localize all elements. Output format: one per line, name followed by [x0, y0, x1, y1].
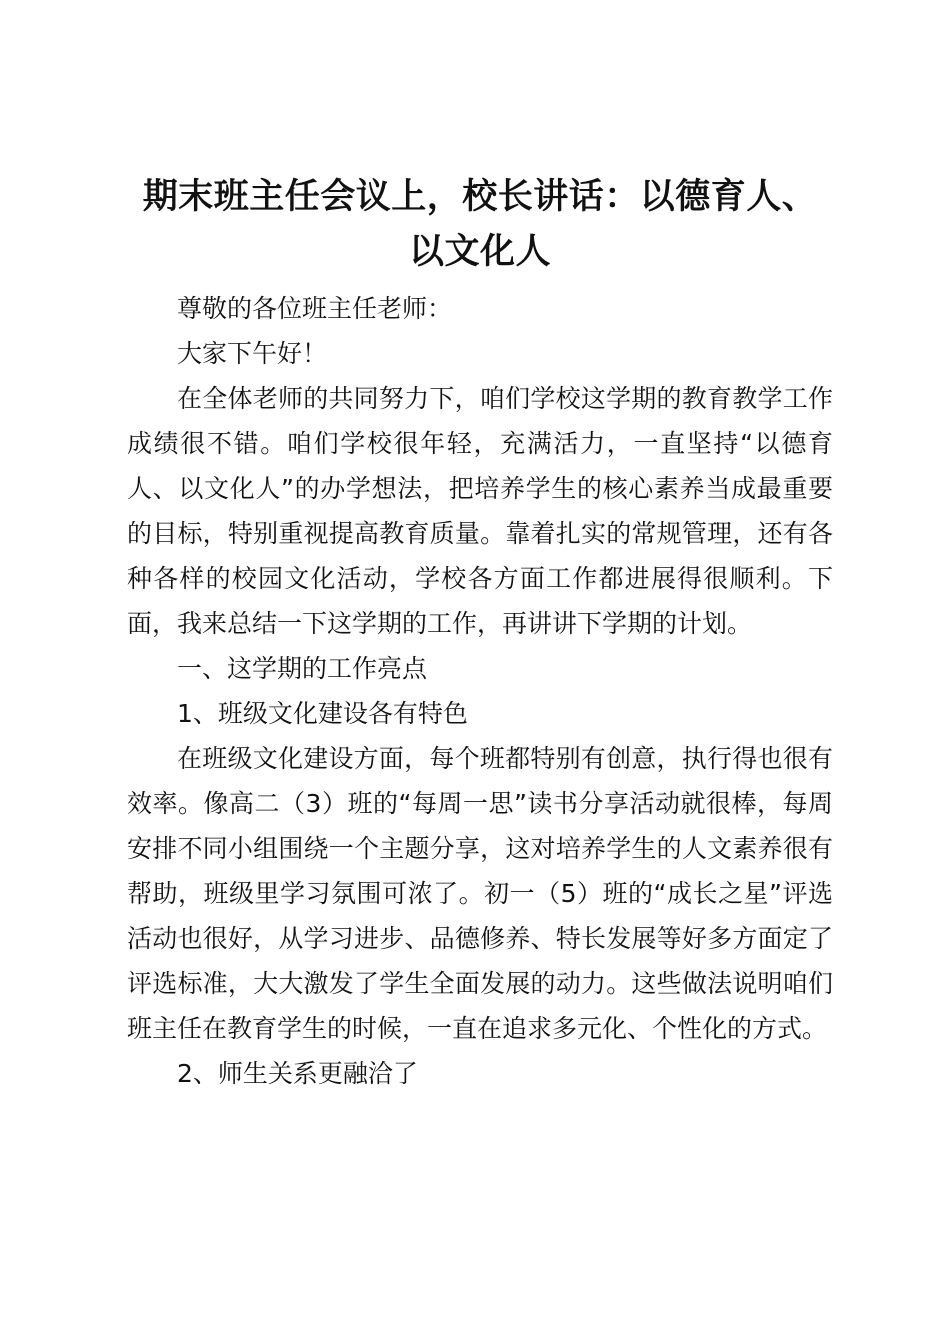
subsection-heading-2: 2、师生关系更融洽了: [177, 1059, 418, 1088]
subsection-heading-1: 1、班级文化建设各有特色: [177, 699, 468, 728]
greeting: 大家下午好！: [177, 339, 328, 368]
document-title: 期末班主任会议上，校长讲话：以德育人、以文化人: [142, 177, 818, 272]
document-page: [127, 170, 833, 1096]
intro-paragraph: 在全体老师的共同努力下，咱们学校这学期的教育教学工作成绩很不错。咱们学校很年轻，充满活力，一直坚持“以德育人、以文化人”的办学想法，把培养学生的核心素养当成最重要的目标，特别重视提高教育质量。靠着扎实的常规管理，还有各种各样的校园文化活动，学校各方面工作都进展得很顺利。下面，我来总结一下这学期的工作，再讲讲下学期的计划。: [127, 384, 833, 638]
class-culture-paragraph: 在班级文化建设方面，每个班都特别有创意，执行得也很有效率。像高二（3）班的“每周一思”读书分享活动就很棒，每周安排不同小组围绕一个主题分享，这对培养学生的人文素养很有帮助，班级里学习氛围可浓了。初一（5）班的“成长之星”评选活动也很好，从学习进步、品德修养、特长发展等好多方面定了评选标准，大大激发了学生全面发展的动力。这些做法说明咱们班主任在教育学生的时候，一直在追求多元化、个性化的方式。: [127, 744, 833, 1043]
salutation: 尊敬的各位班主任老师：: [177, 294, 453, 323]
section-heading-1: 一、这学期的工作亮点: [177, 654, 428, 683]
